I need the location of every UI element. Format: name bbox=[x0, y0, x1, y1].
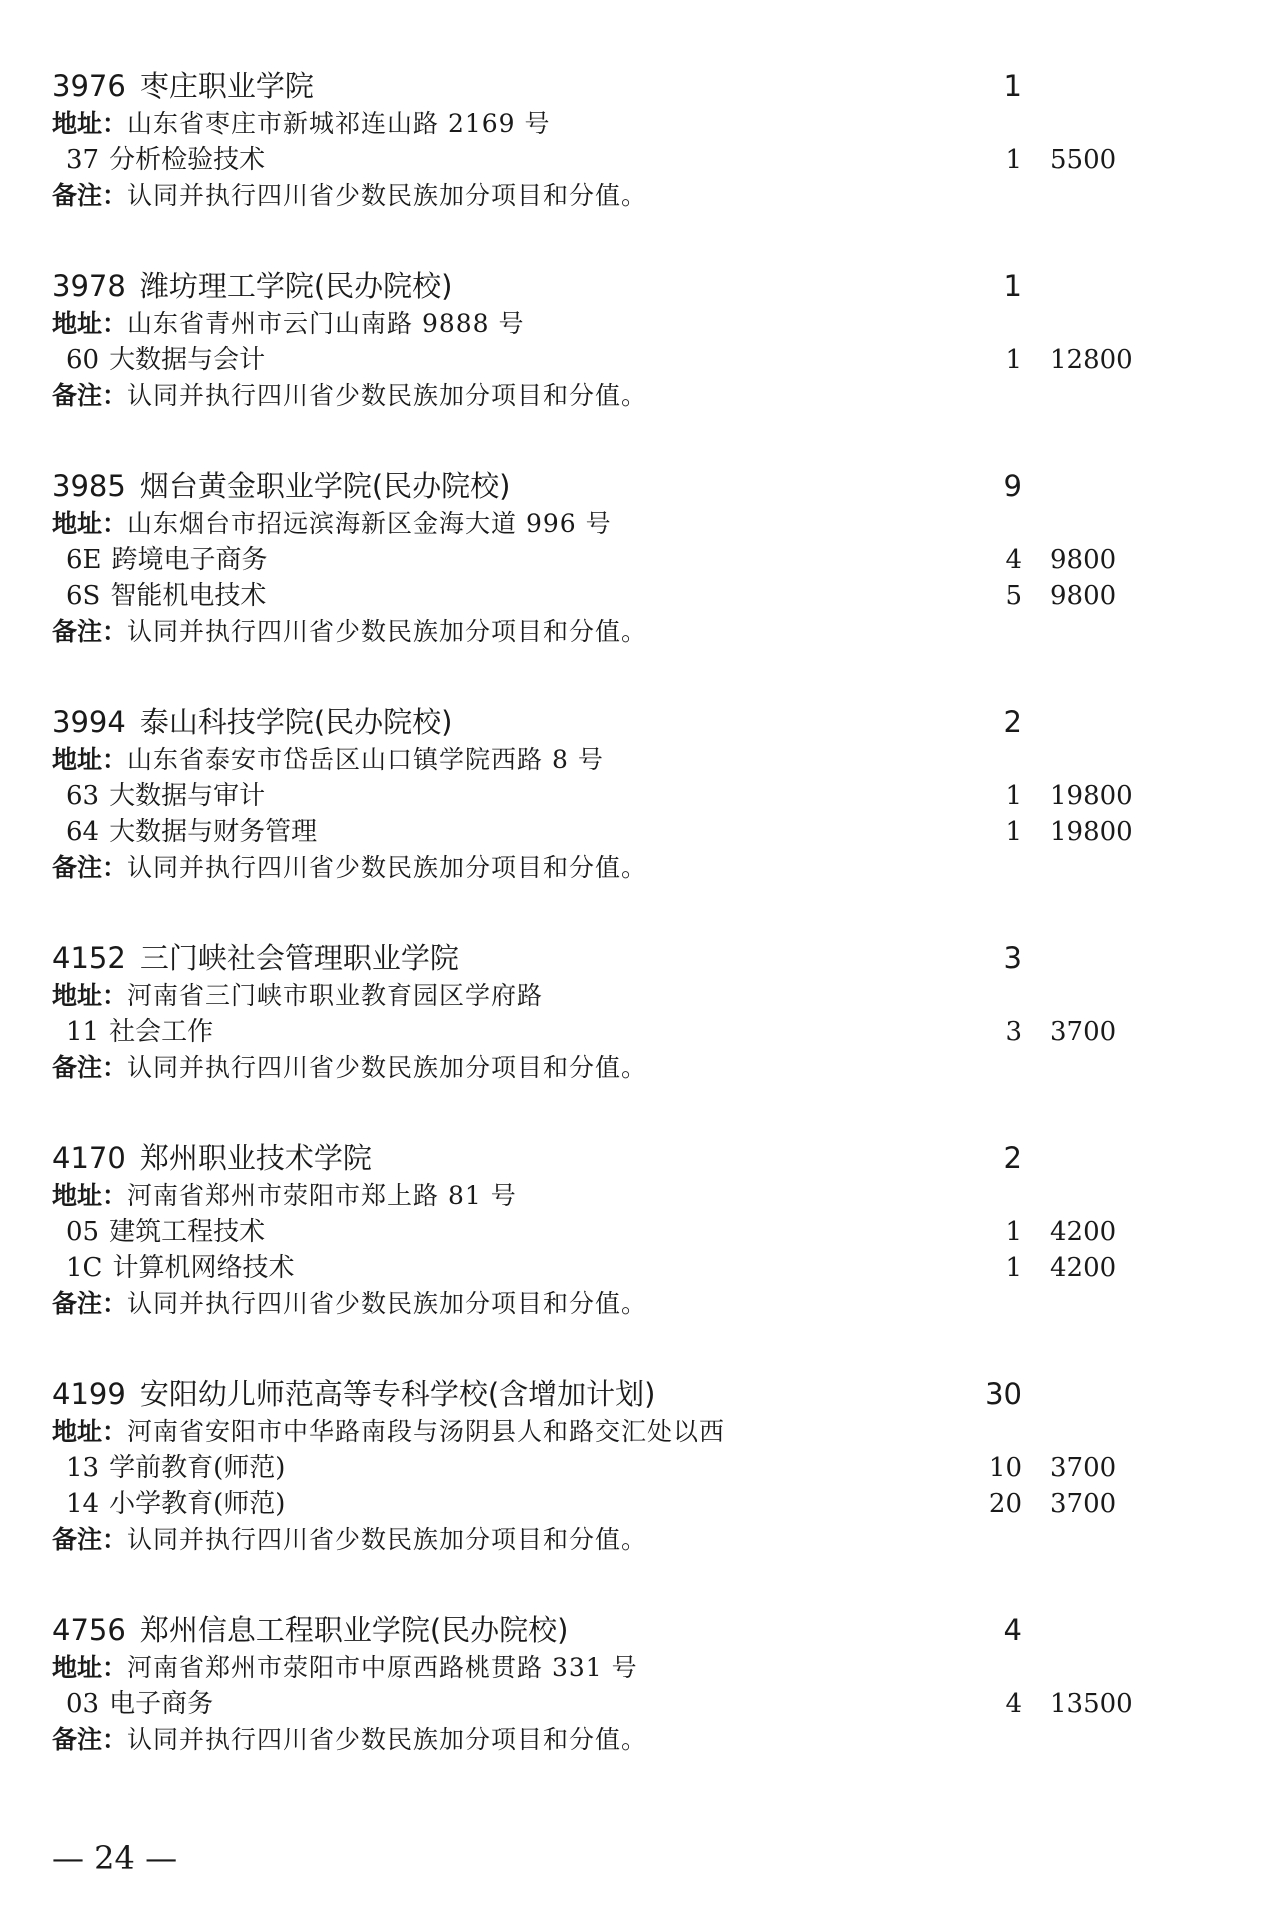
school-total: 2 bbox=[1003, 705, 1022, 739]
school-name: 潍坊理工学院(民办院校) bbox=[139, 269, 453, 303]
school-code: 4152 bbox=[52, 941, 126, 975]
note-text: 认同并执行四川省少数民族加分项目和分值。 bbox=[127, 381, 648, 410]
major-name: 学前教育(师范) bbox=[109, 1453, 286, 1483]
major-name: 计算机网络技术 bbox=[112, 1253, 295, 1283]
school-name: 郑州信息工程职业学院(民办院校) bbox=[139, 1613, 569, 1647]
school-name: 郑州职业技术学院 bbox=[139, 1141, 372, 1175]
major-fee: 5500 bbox=[1050, 145, 1117, 175]
address-text: 河南省郑州市荥阳市中原西路桃贯路 331 号 bbox=[127, 1653, 638, 1682]
note-text: 认同并执行四川省少数民族加分项目和分值。 bbox=[127, 1725, 648, 1754]
major-code: 1C bbox=[66, 1253, 103, 1283]
school-address bbox=[52, 1650, 1222, 1686]
major-code: 03 bbox=[66, 1689, 100, 1719]
address-label: 地址： bbox=[52, 1653, 128, 1682]
major-row bbox=[52, 1450, 1222, 1486]
major-code: 37 bbox=[66, 145, 100, 175]
major-count: 3 bbox=[1005, 1017, 1022, 1047]
school-note bbox=[52, 1722, 1222, 1758]
major-row bbox=[52, 342, 1222, 378]
school-address bbox=[52, 306, 1222, 342]
school-total: 1 bbox=[1003, 269, 1022, 303]
major-count: 4 bbox=[1005, 1689, 1022, 1719]
major-code: 05 bbox=[66, 1217, 100, 1247]
major-name: 建筑工程技术 bbox=[109, 1217, 266, 1247]
school-entry bbox=[52, 1138, 1222, 1322]
address-text: 河南省安阳市中华路南段与汤阴县人和路交汇处以西 bbox=[127, 1417, 726, 1446]
school-address bbox=[52, 978, 1222, 1014]
school-code: 4170 bbox=[52, 1141, 126, 1175]
major-count: 1 bbox=[1005, 345, 1022, 375]
major-fee: 3700 bbox=[1050, 1489, 1117, 1519]
school-header bbox=[52, 1610, 1222, 1650]
major-code: 13 bbox=[66, 1453, 100, 1483]
school-total: 3 bbox=[1003, 941, 1022, 975]
major-fee: 12800 bbox=[1050, 345, 1133, 375]
address-label: 地址： bbox=[52, 745, 128, 774]
major-code: 14 bbox=[66, 1489, 100, 1519]
major-name: 大数据与会计 bbox=[109, 345, 266, 375]
school-note bbox=[52, 850, 1222, 886]
note-label: 备注： bbox=[52, 181, 128, 210]
school-name: 三门峡社会管理职业学院 bbox=[139, 941, 459, 975]
note-text: 认同并执行四川省少数民族加分项目和分值。 bbox=[127, 181, 648, 210]
major-code: 63 bbox=[66, 781, 100, 811]
school-code: 3978 bbox=[52, 269, 126, 303]
school-note bbox=[52, 378, 1222, 414]
school-address bbox=[52, 1178, 1222, 1214]
address-text: 山东省泰安市岱岳区山口镇学院西路 8 号 bbox=[127, 745, 604, 774]
school-address bbox=[52, 1414, 1222, 1450]
major-name: 跨境电子商务 bbox=[111, 545, 268, 575]
major-code: 6E bbox=[66, 545, 102, 575]
school-entry bbox=[52, 702, 1222, 886]
major-row bbox=[52, 1686, 1222, 1722]
major-row bbox=[52, 578, 1222, 614]
major-count: 1 bbox=[1005, 1217, 1022, 1247]
major-count: 10 bbox=[988, 1453, 1022, 1483]
major-fee: 19800 bbox=[1050, 817, 1133, 847]
school-entry bbox=[52, 66, 1222, 214]
school-address bbox=[52, 506, 1222, 542]
school-note bbox=[52, 1050, 1222, 1086]
major-row bbox=[52, 1214, 1222, 1250]
school-total: 4 bbox=[1003, 1613, 1022, 1647]
major-count: 1 bbox=[1005, 1253, 1022, 1283]
address-label: 地址： bbox=[52, 109, 128, 138]
school-total: 1 bbox=[1003, 69, 1022, 103]
note-text: 认同并执行四川省少数民族加分项目和分值。 bbox=[127, 1053, 648, 1082]
school-address bbox=[52, 106, 1222, 142]
major-count: 5 bbox=[1005, 581, 1022, 611]
address-text: 山东烟台市招远滨海新区金海大道 996 号 bbox=[127, 509, 612, 538]
school-note bbox=[52, 178, 1222, 214]
school-total: 30 bbox=[985, 1377, 1022, 1411]
note-text: 认同并执行四川省少数民族加分项目和分值。 bbox=[127, 853, 648, 882]
major-name: 智能机电技术 bbox=[110, 581, 267, 611]
major-fee: 4200 bbox=[1050, 1253, 1117, 1283]
address-text: 山东省青州市云门山南路 9888 号 bbox=[127, 309, 525, 338]
school-entry bbox=[52, 1374, 1222, 1558]
major-row bbox=[52, 1250, 1222, 1286]
school-header bbox=[52, 266, 1222, 306]
major-count: 4 bbox=[1005, 545, 1022, 575]
note-label: 备注： bbox=[52, 1053, 128, 1082]
school-total: 2 bbox=[1003, 1141, 1022, 1175]
school-entry bbox=[52, 938, 1222, 1086]
major-row bbox=[52, 778, 1222, 814]
major-row bbox=[52, 542, 1222, 578]
school-header bbox=[52, 466, 1222, 506]
major-name: 分析检验技术 bbox=[109, 145, 266, 175]
school-code: 3994 bbox=[52, 705, 126, 739]
school-header bbox=[52, 1138, 1222, 1178]
major-code: 6S bbox=[66, 581, 101, 611]
note-text: 认同并执行四川省少数民族加分项目和分值。 bbox=[127, 1525, 648, 1554]
major-fee: 9800 bbox=[1050, 545, 1117, 575]
school-header bbox=[52, 702, 1222, 742]
school-code: 3985 bbox=[52, 469, 126, 503]
major-code: 64 bbox=[66, 817, 100, 847]
note-label: 备注： bbox=[52, 853, 128, 882]
school-entry bbox=[52, 266, 1222, 414]
note-text: 认同并执行四川省少数民族加分项目和分值。 bbox=[127, 617, 648, 646]
note-label: 备注： bbox=[52, 1289, 128, 1318]
major-name: 社会工作 bbox=[109, 1017, 214, 1047]
school-note bbox=[52, 1286, 1222, 1322]
address-text: 山东省枣庄市新城祁连山路 2169 号 bbox=[127, 109, 551, 138]
major-name: 大数据与审计 bbox=[109, 781, 266, 811]
major-fee: 13500 bbox=[1050, 1689, 1133, 1719]
school-address bbox=[52, 742, 1222, 778]
major-name: 大数据与财务管理 bbox=[109, 817, 318, 847]
school-code: 3976 bbox=[52, 69, 126, 103]
school-total: 9 bbox=[1003, 469, 1022, 503]
school-note bbox=[52, 614, 1222, 650]
major-code: 11 bbox=[66, 1017, 100, 1047]
page-number: — 24 — bbox=[52, 1839, 178, 1877]
major-fee: 4200 bbox=[1050, 1217, 1117, 1247]
address-label: 地址： bbox=[52, 309, 128, 338]
address-text: 河南省三门峡市职业教育园区学府路 bbox=[127, 981, 544, 1010]
major-fee: 3700 bbox=[1050, 1017, 1117, 1047]
major-name: 小学教育(师范) bbox=[109, 1489, 286, 1519]
school-header bbox=[52, 66, 1222, 106]
school-note bbox=[52, 1522, 1222, 1558]
major-fee: 9800 bbox=[1050, 581, 1117, 611]
major-code: 60 bbox=[66, 345, 100, 375]
school-name: 泰山科技学院(民办院校) bbox=[139, 705, 453, 739]
school-name: 烟台黄金职业学院(民办院校) bbox=[139, 469, 511, 503]
major-count: 1 bbox=[1005, 817, 1022, 847]
major-count: 1 bbox=[1005, 781, 1022, 811]
school-entry bbox=[52, 1610, 1222, 1758]
major-row bbox=[52, 1014, 1222, 1050]
major-name: 电子商务 bbox=[109, 1689, 214, 1719]
school-name: 枣庄职业学院 bbox=[139, 69, 314, 103]
address-text: 河南省郑州市荥阳市郑上路 81 号 bbox=[127, 1181, 517, 1210]
major-fee: 19800 bbox=[1050, 781, 1133, 811]
school-code: 4756 bbox=[52, 1613, 126, 1647]
school-code: 4199 bbox=[52, 1377, 126, 1411]
note-label: 备注： bbox=[52, 381, 128, 410]
school-name: 安阳幼儿师范高等专科学校(含增加计划) bbox=[139, 1377, 656, 1411]
major-row bbox=[52, 1486, 1222, 1522]
address-label: 地址： bbox=[52, 1417, 128, 1446]
school-entry bbox=[52, 466, 1222, 650]
note-text: 认同并执行四川省少数民族加分项目和分值。 bbox=[127, 1289, 648, 1318]
school-header bbox=[52, 938, 1222, 978]
address-label: 地址： bbox=[52, 981, 128, 1010]
major-count: 1 bbox=[1005, 145, 1022, 175]
major-row bbox=[52, 142, 1222, 178]
major-count: 20 bbox=[988, 1489, 1022, 1519]
address-label: 地址： bbox=[52, 1181, 128, 1210]
note-label: 备注： bbox=[52, 1725, 128, 1754]
address-label: 地址： bbox=[52, 509, 128, 538]
note-label: 备注： bbox=[52, 1525, 128, 1554]
school-header bbox=[52, 1374, 1222, 1414]
major-fee: 3700 bbox=[1050, 1453, 1117, 1483]
major-row bbox=[52, 814, 1222, 850]
note-label: 备注： bbox=[52, 617, 128, 646]
